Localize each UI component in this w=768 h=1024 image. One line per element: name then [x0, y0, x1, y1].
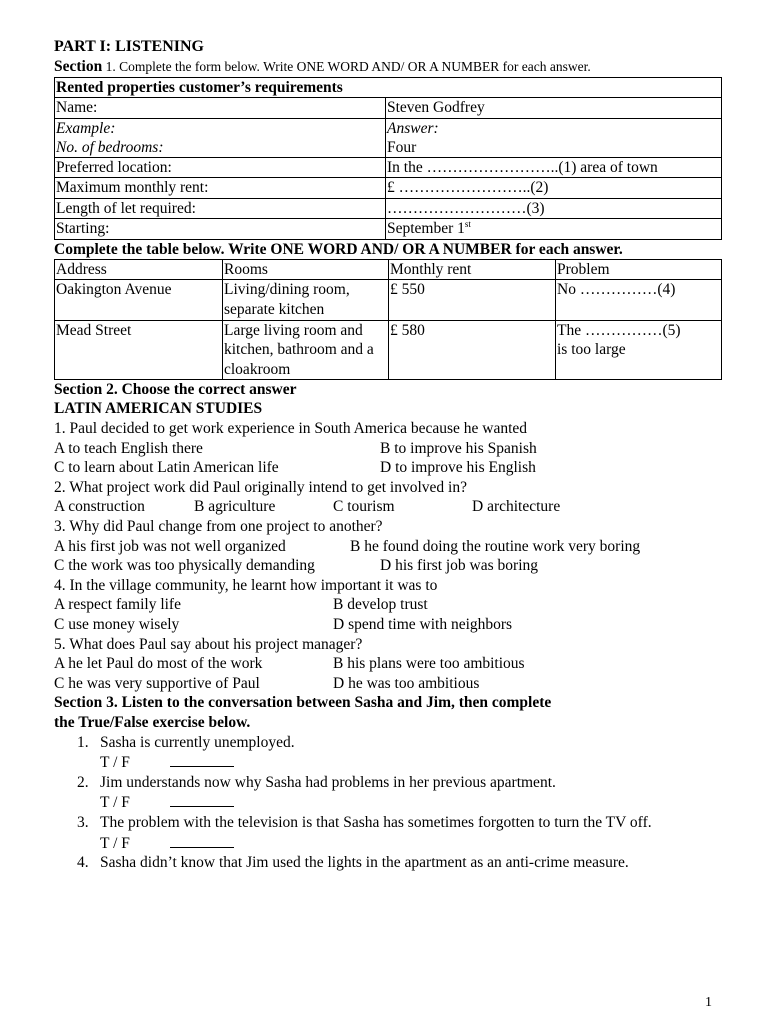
answer-option: B he found doing the routine work very boring — [350, 537, 641, 555]
part-title: PART I: LISTENING — [54, 38, 204, 55]
page-number: 1 — [705, 995, 712, 1010]
form-value: £ ……………………..(2) — [386, 178, 722, 199]
statement-text: Sasha is currently unemployed. — [100, 733, 295, 751]
table-row — [55, 280, 722, 321]
question-block — [54, 419, 722, 478]
question-text: 2. What project work did Paul originally intend to get involved in? — [54, 478, 467, 496]
question-text: 5. What does Paul say about his project manager? — [54, 635, 363, 653]
section3-heading-line1: Section 3. Listen to the conversation between Sasha and Jim, then complete — [54, 694, 552, 712]
table-row — [55, 118, 722, 157]
question-text: 4. In the village community, he learnt how important it was to — [54, 576, 438, 594]
table-row — [55, 219, 722, 240]
tf-label: T / F — [100, 834, 130, 852]
answer-blank[interactable] — [170, 752, 234, 767]
form-label: Length of let required: — [55, 198, 386, 219]
tf-line — [54, 833, 722, 854]
table-cell: £ 580 — [389, 320, 556, 379]
answer-option: D his first job was boring — [380, 557, 539, 575]
answer-option: C he was very supportive of Paul — [54, 674, 260, 692]
answer-option: D architecture — [472, 498, 561, 516]
tf-label: T / F — [100, 754, 130, 772]
statement-text: Sasha didn’t know that Jim used the lights in the apartment as an anti-crime measure. — [100, 854, 629, 872]
form-value: In the ……………………..(1) area of town — [386, 157, 722, 178]
form-value: September 1st — [386, 219, 722, 240]
statement-text: Jim understands now why Sasha had problems in her previous apartment. — [100, 773, 556, 791]
answer-option: D to improve his English — [380, 459, 536, 477]
question-text: 3. Why did Paul change from one project to another? — [54, 518, 383, 536]
question-block — [54, 478, 722, 517]
answer-row — [54, 595, 722, 615]
column-header: Monthly rent — [389, 260, 556, 280]
table-cell: The ……………(5) is too large — [556, 320, 722, 379]
answer-option: B his plans were too ambitious — [333, 655, 525, 673]
tf-line — [54, 752, 722, 773]
table-row — [55, 178, 722, 199]
table-row — [55, 320, 722, 379]
table-cell: £ 550 — [389, 280, 556, 321]
answer-row — [54, 654, 722, 674]
answer-option: A he let Paul do most of the work — [54, 655, 263, 673]
section1-instruction — [54, 57, 722, 77]
table-cell: Living/dining room, separate kitchen — [223, 280, 389, 321]
statement-text: The problem with the television is that Sasha has sometimes forgotten to turn the TV off. — [100, 813, 652, 831]
answer-option: A his first job was not well organized — [54, 537, 286, 555]
form-value: Answer: — [387, 119, 439, 137]
answer-option: D spend time with neighbors — [333, 616, 513, 633]
form-value: Four — [387, 138, 417, 156]
table-cell: No ……………(4) — [556, 280, 722, 321]
answer-option: A to teach English there — [54, 439, 203, 457]
section1-label: Section — [54, 58, 103, 75]
tf-label: T / F — [100, 794, 130, 812]
worksheet-page — [54, 37, 722, 873]
answer-row — [54, 556, 722, 576]
answer-option: D he was too ambitious — [333, 674, 480, 692]
form-label: Preferred location: — [55, 157, 386, 178]
question-block — [54, 517, 722, 576]
table-row — [55, 157, 722, 178]
section2-subheading: LATIN AMERICAN STUDIES — [54, 400, 263, 418]
answer-option: C tourism — [333, 498, 395, 516]
list-item: 1. Sasha is currently unemployed. — [77, 733, 295, 751]
answer-option: C use money wisely — [54, 616, 180, 633]
answer-row — [54, 674, 722, 694]
tf-line — [54, 792, 722, 813]
form-label: Name: — [55, 98, 386, 119]
table-row — [55, 198, 722, 219]
true-false-list — [54, 733, 722, 873]
properties-table — [54, 259, 722, 380]
table2-instruction: Complete the table below. Write ONE WORD AND/ OR A NUMBER for each answer. — [54, 240, 623, 258]
answer-option: A construction — [54, 498, 145, 516]
form-heading: Rented properties customer’s requirements — [55, 77, 722, 98]
form-label: Example: — [56, 119, 116, 137]
answer-row — [54, 497, 722, 517]
answer-option: C to learn about Latin American life — [54, 459, 279, 477]
table-header-row — [55, 260, 722, 280]
section2-heading: Section 2. Choose the correct answer — [54, 380, 297, 398]
answer-blank[interactable] — [170, 792, 234, 807]
column-header: Problem — [556, 260, 722, 280]
table-cell: Oakington Avenue — [55, 280, 223, 321]
answer-option: C the work was too physically demanding — [54, 557, 315, 575]
answer-option: B to improve his Spanish — [380, 439, 537, 457]
table-row — [55, 98, 722, 119]
list-item: 3. The problem with the television is that Sasha has sometimes forgotten to turn the TV off. — [77, 813, 652, 831]
column-header: Address — [55, 260, 223, 280]
form-label: Maximum monthly rent: — [55, 178, 386, 199]
form-label: Starting: — [55, 219, 386, 240]
column-header: Rooms — [223, 260, 389, 280]
answer-row — [54, 537, 722, 557]
form-label: No. of bedrooms: — [56, 138, 164, 156]
answer-row — [54, 439, 722, 459]
question-text: 1. Paul decided to get work experience in South America because he wanted — [54, 420, 528, 438]
section1-text: 1. Complete the form below. Write ONE WORD AND/ OR A NUMBER for each answer. — [102, 59, 591, 74]
question-block — [54, 635, 722, 694]
section3-heading-line2: the True/False exercise below. — [54, 713, 251, 731]
answer-option: B agriculture — [194, 498, 276, 516]
list-item: 4. Sasha didn’t know that Jim used the lights in the apartment as an anti-crime measure. — [77, 854, 629, 872]
table-cell: Mead Street — [55, 320, 223, 379]
list-item: 2. Jim understands now why Sasha had problems in her previous apartment. — [77, 773, 556, 791]
answer-row — [54, 615, 722, 635]
answer-row — [54, 458, 722, 478]
table-cell: Large living room and kitchen, bathroom and a cloakroom — [223, 320, 389, 379]
answer-blank[interactable] — [170, 833, 234, 848]
question-block — [54, 576, 722, 635]
form-value: ………………………(3) — [386, 198, 722, 219]
form-value: Steven Godfrey — [386, 98, 722, 119]
requirements-form — [54, 77, 722, 240]
answer-option: A respect family life — [54, 596, 181, 614]
answer-option: B develop trust — [333, 596, 428, 614]
